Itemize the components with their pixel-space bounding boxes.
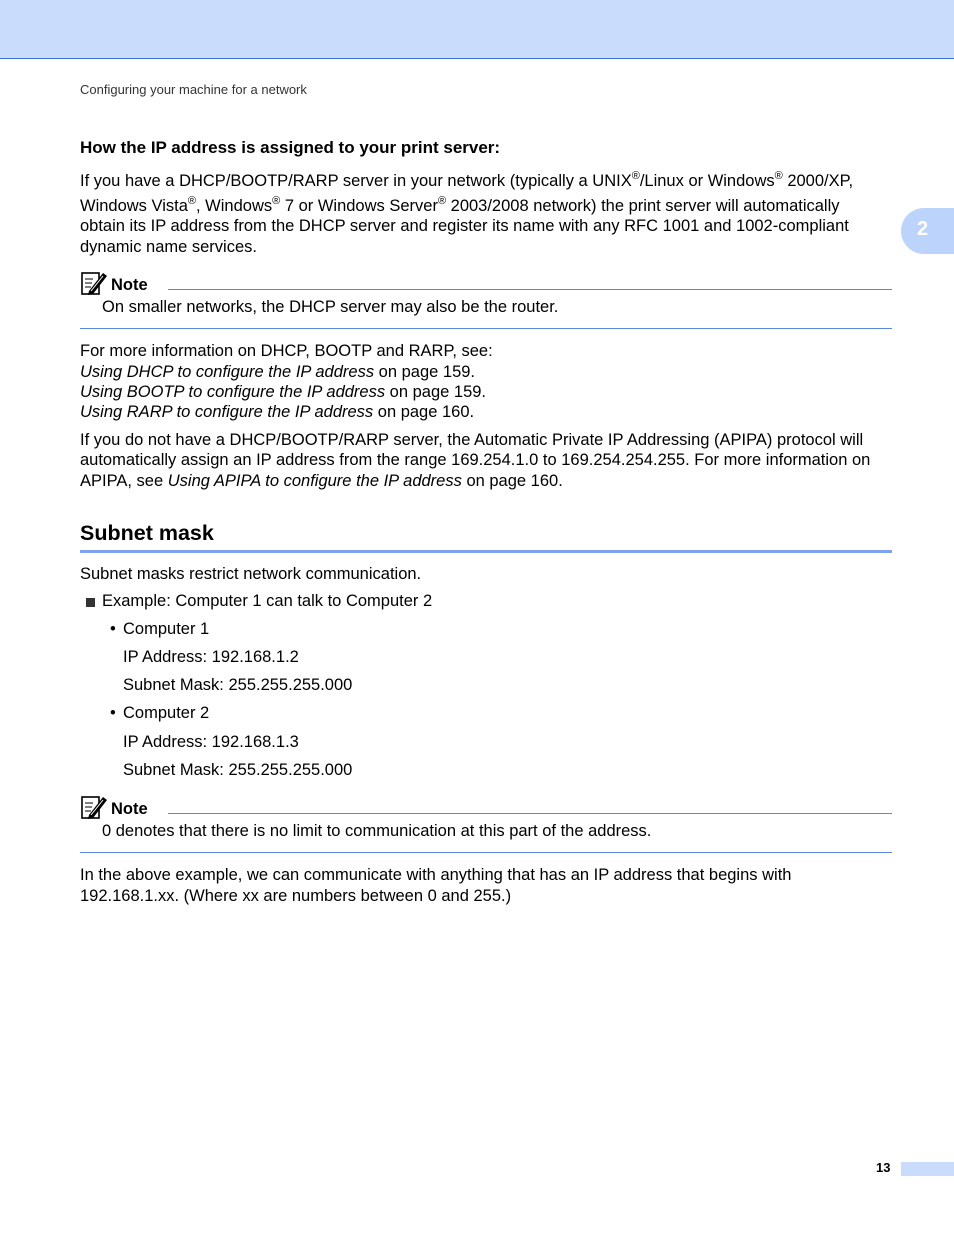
running-title: Configuring your machine for a network [80, 82, 307, 97]
chapter-number: 2 [917, 218, 929, 240]
note-label: Note [111, 800, 148, 818]
note-label: Note [111, 276, 148, 294]
header-band [0, 0, 954, 59]
square-bullet-icon [86, 598, 95, 607]
note-end-rule [80, 328, 892, 329]
note-text: On smaller networks, the DHCP server may also be the router. [102, 298, 559, 316]
computer-name: Computer 1 [123, 620, 210, 638]
paragraph-line: 192.168.1.xx. (Where xx are numbers between 0 and 255.) [80, 887, 512, 905]
footer-bar [901, 1162, 954, 1176]
computer-ip: IP Address: 192.168.1.2 [123, 648, 299, 666]
chapter-tab [901, 208, 954, 254]
note-rule [168, 289, 892, 290]
paragraph-line: Windows Vista®, Windows® 7 or Windows Server® 2003/2008 network) the print server will automatically [80, 194, 840, 215]
note-header [80, 270, 892, 296]
computer-ip: IP Address: 192.168.1.3 [123, 733, 299, 751]
note-end-rule [80, 852, 892, 853]
paragraph-line: If you have a DHCP/BOOTP/RARP server in your network (typically a UNIX®/Linux or Windows® 2000/XP, [80, 169, 854, 190]
paragraph-line: dynamic name services. [80, 238, 257, 256]
paragraph-line: In the above example, we can communicate with anything that has an IP address that begins with [80, 866, 792, 884]
reference-link-dhcp: Using DHCP to configure the IP address on page 159. [80, 363, 476, 381]
bullet-dot-icon: • [110, 620, 116, 638]
bullet-dot-icon: • [110, 704, 116, 722]
paragraph-line: APIPA, see Using APIPA to configure the IP address on page 160. [80, 472, 563, 490]
more-info-intro: For more information on DHCP, BOOTP and RARP, see: [80, 342, 493, 360]
section-heading-ip-assignment: How the IP address is assigned to your print server: [80, 138, 501, 157]
paragraph-line: automatically assign an IP address from the range 169.254.1.0 to 169.254.254.255. For more information on [80, 451, 871, 469]
computer-mask: Subnet Mask: 255.255.255.000 [123, 761, 353, 779]
paragraph-line: obtain its IP address from the DHCP server and register its name with any RFC 1001 and 1002-compliant [80, 217, 849, 235]
computer-name: Computer 2 [123, 704, 210, 722]
section-heading-subnet-mask: Subnet mask [80, 521, 214, 545]
note-pencil-icon [80, 794, 108, 820]
example-item: Example: Computer 1 can talk to Computer 2 [102, 592, 433, 610]
heading-rule [80, 550, 892, 553]
page-number: 13 [876, 1160, 891, 1175]
note-pencil-icon [80, 270, 108, 296]
reference-link-rarp: Using RARP to configure the IP address on page 160. [80, 403, 475, 421]
subnet-intro: Subnet masks restrict network communication. [80, 565, 422, 583]
note-text: 0 denotes that there is no limit to communication at this part of the address. [102, 822, 652, 840]
note-header [80, 794, 892, 820]
computer-mask: Subnet Mask: 255.255.255.000 [123, 676, 353, 694]
reference-link-bootp: Using BOOTP to configure the IP address on page 159. [80, 383, 487, 401]
paragraph-line: If you do not have a DHCP/BOOTP/RARP server, the Automatic Private IP Addressing (APIPA) protocol will [80, 431, 864, 449]
note-rule [168, 813, 892, 814]
